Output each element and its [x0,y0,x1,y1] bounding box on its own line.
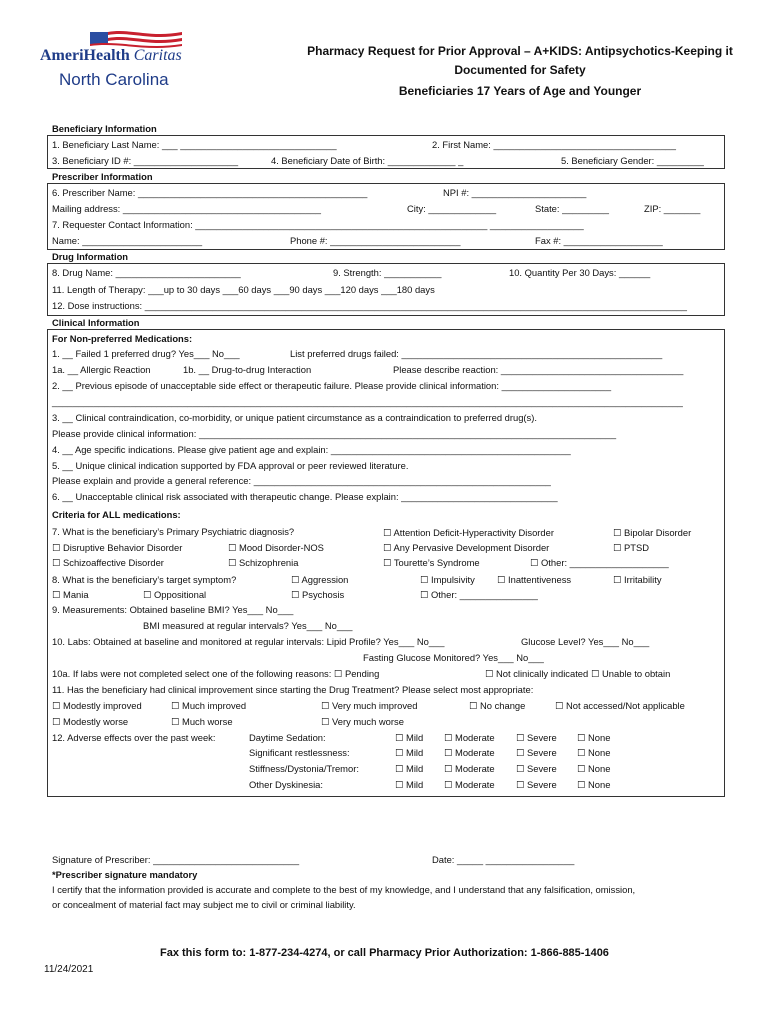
form-line[interactable]: BMI measured at regular intervals? Yes___ No___ [143,620,353,631]
form-line[interactable]: ☐ Moderate [444,732,495,743]
form-line[interactable]: ☐ Moderate [444,779,495,790]
form-line[interactable]: 2. __ Previous episode of unacceptable side effect or therapeutic failure. Please provide clinical information: _____________________ [52,380,612,391]
form-line[interactable]: 6. __ Unacceptable clinical risk associated with therapeutic change. Please explain: ______________________________ [52,491,558,502]
form-line[interactable]: Phone #: _________________________ [290,235,461,246]
form-line: Daytime Sedation: [249,732,326,743]
form-line: 1b. __ Drug-to-drug Interaction [183,364,312,375]
form-line[interactable]: ☐ Disruptive Behavior Disorder [52,542,183,553]
form-line[interactable]: ☐ Inattentiveness [497,574,572,585]
form-line[interactable]: ☐ None [577,732,611,743]
form-line[interactable]: ☐ Schizophrenia [228,557,299,568]
form-line[interactable]: ☐ Mood Disorder-NOS [228,542,324,553]
logo [40,28,200,94]
form-line[interactable]: ☐ Attention Deficit-Hyperactivity Disorder [383,527,554,538]
form-line[interactable]: ☐ Severe [516,779,557,790]
form-line[interactable]: Glucose Level? Yes___ No___ [521,636,650,647]
form-line: 7. What is the beneficiary’s Primary Psychiatric diagnosis? [52,526,295,537]
form-line[interactable]: State: _________ [535,203,610,214]
form-line[interactable]: 9. Measurements: Obtained baseline BMI? Yes___ No___ [52,604,294,615]
form-line: Beneficiary Information [52,123,157,134]
form-line[interactable]: ☐ Severe [516,763,557,774]
form-line: 11. Has the beneficiary had clinical improvement since starting the Drug Treatment? Please select most appropriate: [52,684,534,695]
form-line: 8. What is the beneficiary’s target symptom? [52,574,237,585]
form-date: 11/24/2021 [44,964,94,975]
form-line[interactable]: ☐ Impulsivity [420,574,475,585]
form-line[interactable]: 4. __ Age specific indications. Please give patient age and explain: ______________________________________________ [52,444,571,455]
logo-brand-italic: Caritas [133,47,182,64]
form-line[interactable]: ☐ Much improved [171,700,247,711]
form-line[interactable]: ☐ Severe [516,732,557,743]
form-line[interactable]: ☐ Not clinically indicated [485,668,589,679]
form-line[interactable]: Fasting Glucose Monitored? Yes___ No___ [363,652,544,663]
form-line[interactable]: ☐ Moderate [444,747,495,758]
form-line[interactable]: ☐ Very much improved [321,700,418,711]
form-line[interactable]: ☐ Not accessed/Not applicable [555,700,685,711]
form-line[interactable]: Signature of Prescriber: ____________________________ [52,854,300,865]
form-line[interactable]: Mailing address: ______________________________________ [52,203,321,214]
form-line[interactable]: List preferred drugs failed: __________________________________________________ [290,348,663,359]
form-line[interactable]: Fax #: ___________________ [535,235,663,246]
logo-brand: AmeriHealth [40,47,130,64]
form-line[interactable]: ☐ Very much worse [321,716,404,727]
form-line: Stiffness/Dystonia/Tremor: [249,763,359,774]
form-line: I certify that the information provided is accurate and complete to the best of my knowledge, and I understand that any falsification, omission, [52,884,636,895]
form-line[interactable]: ☐ Severe [516,747,557,758]
form-line[interactable]: ☐ Other: _______________ [420,589,538,600]
form-line[interactable]: ☐ Bipolar Disorder [613,527,692,538]
form-line: or concealment of material fact may subject me to civil or criminal liability. [52,899,356,910]
form-line[interactable]: 12. Dose instructions: ________________________________________________________________________________________________________ [52,300,688,311]
form-line[interactable]: 7. Requester Contact Information: ________________________________________________________ __________________ [52,219,584,230]
form-line[interactable]: ☐ Any Pervasive Development Disorder [383,542,550,553]
form-line[interactable]: 5. Beneficiary Gender: _________ [561,155,704,166]
form-line[interactable]: ZIP: _______ [644,203,701,214]
form-line[interactable]: ☐ Mild [395,779,424,790]
form-line[interactable]: ☐ Aggression [291,574,349,585]
form-line[interactable]: 4. Beneficiary Date of Birth: _____________ _ [271,155,464,166]
form-line[interactable]: ☐ Moderate [444,763,495,774]
form-line: Criteria for ALL medications: [52,509,181,520]
logo-region: North Carolina [59,70,169,89]
form-line: Significant restlessness: [249,747,350,758]
form-line[interactable]: Date: _____ _________________ [432,854,575,865]
form-line[interactable]: 6. Prescriber Name: ____________________________________________ [52,187,368,198]
form-line: *Prescriber signature mandatory [52,869,198,880]
form-line[interactable]: 1. Beneficiary Last Name: ___ ______________________________ [52,139,337,150]
form-line[interactable]: ☐ Irritability [613,574,662,585]
form-line: 3. __ Clinical contraindication, co-morbidity, or unique patient circumstance as a contraindication to preferred drug(s). [52,412,537,423]
form-line[interactable]: ☐ Mania [52,589,89,600]
form-line[interactable]: Please explain and provide a general reference: _________________________________________________________ [52,475,551,486]
form-line[interactable]: 2. First Name: ___________________________________ [432,139,676,150]
form-line[interactable]: Name: _______________________ [52,235,203,246]
form-line[interactable]: ☐ Psychosis [291,589,345,600]
form-line[interactable]: ☐ None [577,763,611,774]
form-line[interactable]: ☐ None [577,747,611,758]
form-line[interactable]: 1. __ Failed 1 preferred drug? Yes___ No___ [52,348,240,359]
form-line: Drug Information [52,251,129,262]
form-line: 12. Adverse effects over the past week: [52,732,216,743]
form-line: Prescriber Information [52,171,153,182]
form-line: 5. __ Unique clinical indication supported by FDA approval or peer reviewed literature. [52,460,409,471]
form-line[interactable]: 8. Drug Name: ________________________ [52,267,241,278]
form-line: Clinical Information [52,317,140,328]
form-line[interactable]: 10. Quantity Per 30 Days: ______ [509,267,651,278]
page-title-line2: Documented for Safety [454,63,586,77]
form-line[interactable]: 9. Strength: ___________ [333,267,442,278]
form-line[interactable]: ☐ PTSD [613,542,650,553]
form-line: 1a. __ Allergic Reaction [52,364,151,375]
form-line[interactable]: ☐ Oppositional [143,589,207,600]
form-line[interactable]: 10. Labs: Obtained at baseline and monitored at regular intervals: Lipid Profile? Yes___ No___ [52,636,445,647]
form-line[interactable]: ☐ No change [469,700,526,711]
form-line: For Non-preferred Medications: [52,333,193,344]
form-line[interactable]: ☐ Tourette’s Syndrome [383,557,480,568]
form-line[interactable]: City: _____________ [407,203,497,214]
form-line[interactable]: ☐ Much worse [171,716,233,727]
form-line: Other Dyskinesia: [249,779,323,790]
form-line[interactable]: 10a. If labs were not completed select one of the following reasons: ☐ Pending [52,668,380,679]
form-line[interactable]: 11. Length of Therapy: ___up to 30 days ___60 days ___90 days ___120 days ___180 days [52,284,435,295]
form-line[interactable]: ☐ Mild [395,747,424,758]
fax-instructions: Fax this form to: 1-877-234-4274, or call Pharmacy Prior Authorization: 1-866-885-1406 [160,947,609,959]
form-line[interactable]: ☐ Mild [395,763,424,774]
form-line[interactable]: _________________________________________________________________________________________________________________________ [52,396,683,407]
form-line[interactable]: ☐ Unable to obtain [591,668,671,679]
form-line[interactable]: ☐ None [577,779,611,790]
form-line[interactable]: Please provide clinical information: ________________________________________________________________________________ [52,428,617,439]
form-line[interactable]: Please describe reaction: ___________________________________ [393,364,684,375]
page-title-line1: Pharmacy Request for Prior Approval – A+KIDS: Antipsychotics-Keeping it [307,44,733,58]
page-subtitle: Beneficiaries 17 Years of Age and Younger [398,84,642,98]
form-line[interactable]: 3. Beneficiary ID #: ____________________ [52,155,239,166]
form-line[interactable]: ☐ Modestly improved [52,700,142,711]
form-line[interactable]: ☐ Mild [395,732,424,743]
form-line[interactable]: ☐ Modestly worse [52,716,129,727]
form-line[interactable]: ☐ Schizoaffective Disorder [52,557,164,568]
form-line[interactable]: NPI #: ______________________ [443,187,587,198]
form-line[interactable]: ☐ Other: ___________________ [530,557,669,568]
